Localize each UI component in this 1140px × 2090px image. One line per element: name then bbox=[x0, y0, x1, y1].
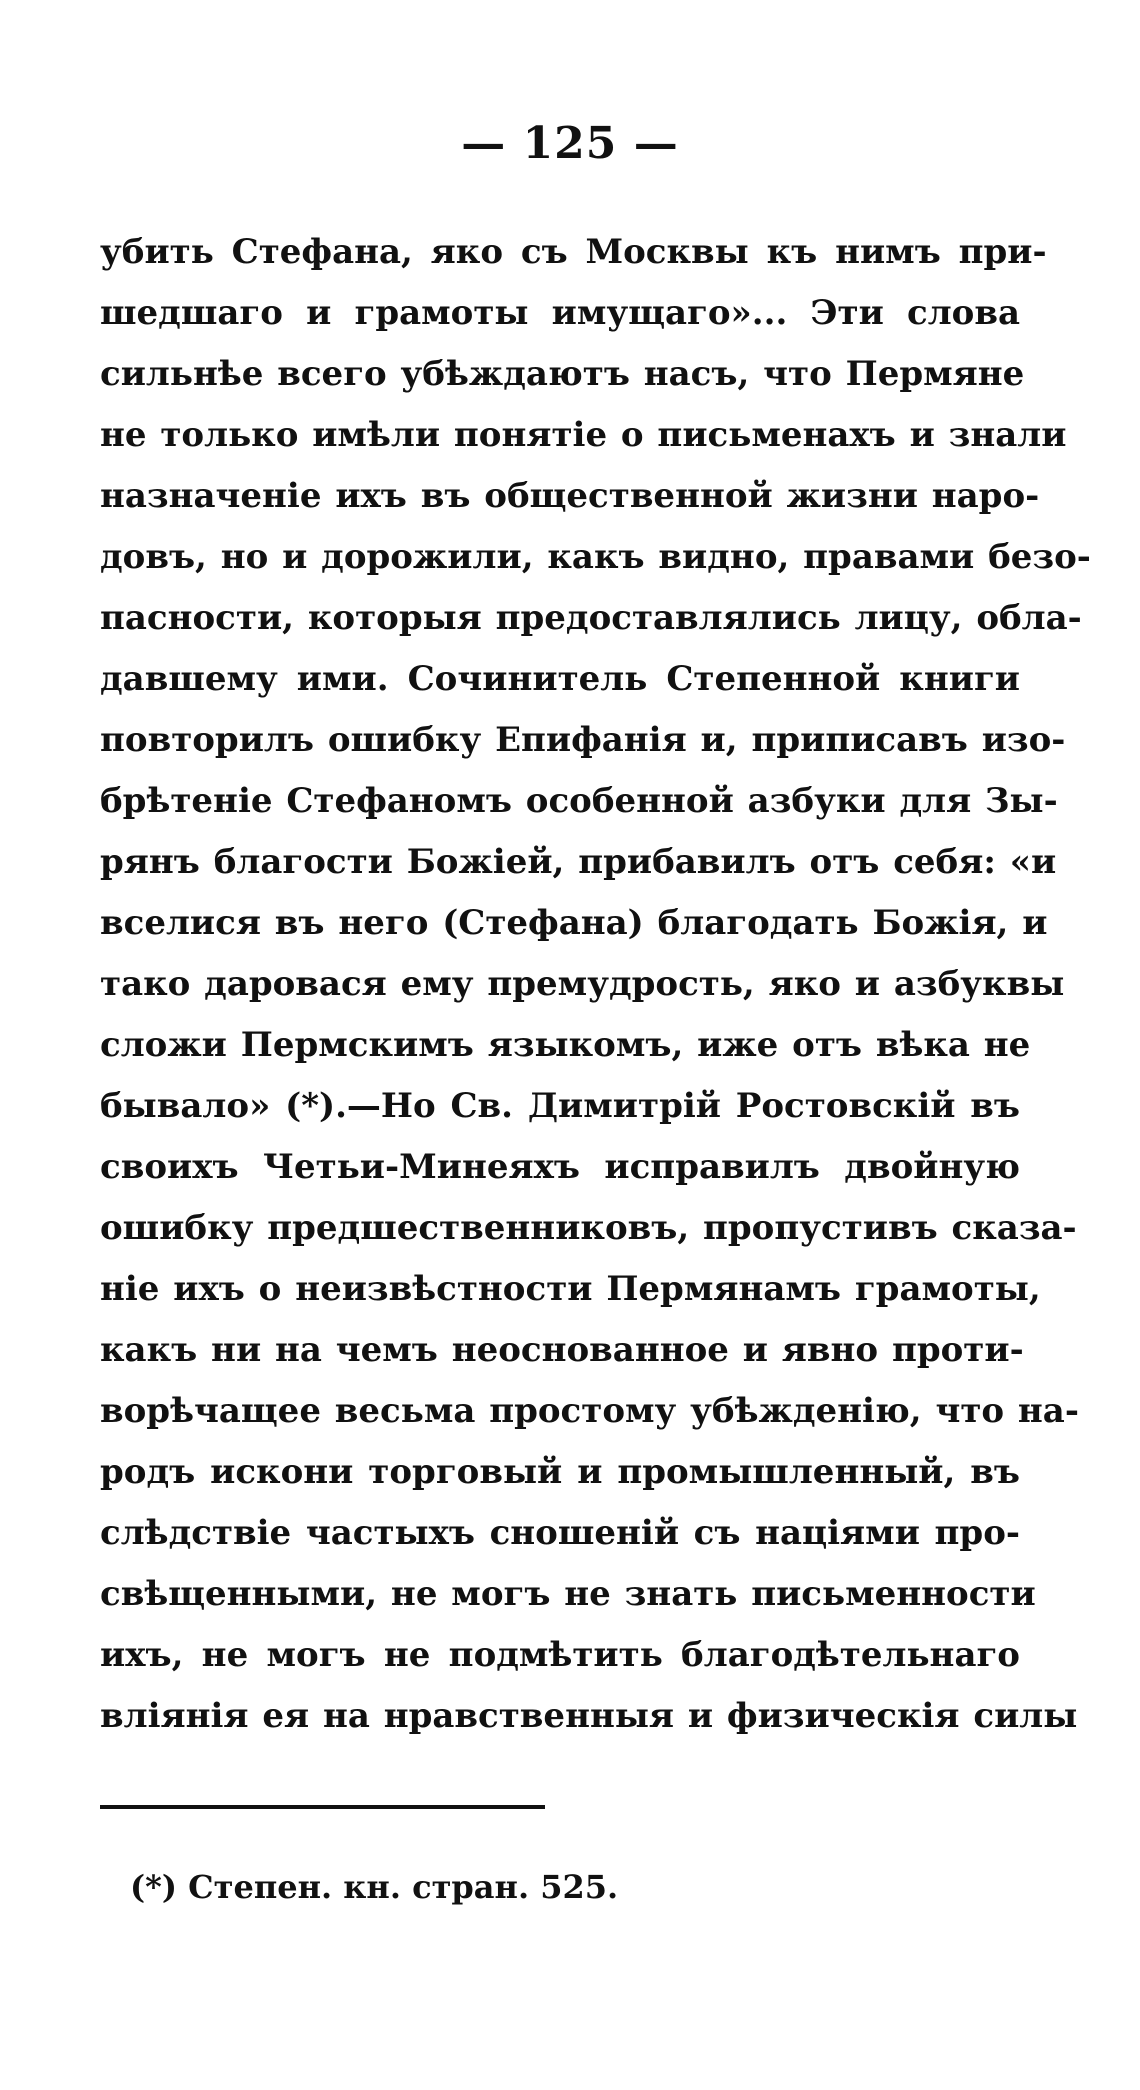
text-line: повторилъ ошибку Епифанія и, приписавъ изо- bbox=[100, 720, 1066, 760]
text-line: шедшаго и грамоты имущаго»... Эти слова bbox=[100, 293, 1020, 333]
text-line: слѣдствіе частыхъ сношеній съ націями про- bbox=[100, 1513, 1020, 1553]
text-line: свѣщенными, не могъ не знать письменности bbox=[100, 1574, 1036, 1614]
text-line: довъ, но и дорожили, какъ видно, правами безо- bbox=[100, 537, 1091, 577]
footnote: (*) Степен. кн. стран. 525. bbox=[130, 1868, 619, 1906]
text-line: какъ ни на чемъ неоснованное и явно проти- bbox=[100, 1330, 1024, 1370]
text-line: ихъ, не могъ не подмѣтить благодѣтельнаго bbox=[100, 1635, 1020, 1675]
footnote-divider bbox=[100, 1805, 545, 1809]
text-line: ніе ихъ о неизвѣстности Пермянамъ грамоты, bbox=[100, 1269, 1041, 1309]
text-line: ошибку предшественниковъ, пропустивъ сказа- bbox=[100, 1208, 1077, 1248]
text-line: рянъ благости Божіей, прибавилъ отъ себя: «и bbox=[100, 842, 1057, 882]
text-line: вселися въ него (Стефана) благодать Божія, и bbox=[100, 903, 1048, 943]
text-line: не только имѣли понятіе о письменахъ и знали bbox=[100, 415, 1067, 455]
text-line: брѣтеніе Стефаномъ особенной азбуки для Зы- bbox=[100, 781, 1058, 821]
text-line: сложи Пермскимъ языкомъ, иже отъ вѣка не bbox=[100, 1025, 1031, 1065]
body-text bbox=[100, 222, 1091, 1747]
text-line: давшему ими. Сочинитель Степенной книги bbox=[100, 659, 1020, 699]
text-line: ворѣчащее весьма простому убѣжденію, что на- bbox=[100, 1391, 1079, 1431]
text-line: своихъ Четьи-Минеяхъ исправилъ двойную bbox=[100, 1147, 1020, 1187]
text-line: бывало» (*).—Но Св. Димитрій Ростовскій въ bbox=[100, 1086, 1020, 1126]
text-line: тако даровася ему премудрость, яко и азбуквы bbox=[100, 964, 1065, 1004]
page-number: — 125 — bbox=[461, 118, 679, 169]
text-line: родъ искони торговый и промышленный, въ bbox=[100, 1452, 1020, 1492]
text-line: назначеніе ихъ въ общественной жизни наро- bbox=[100, 476, 1040, 516]
text-line: пасности, которыя предоставлялись лицу, обла- bbox=[100, 598, 1082, 638]
text-line: вліянія ея на нравственныя и физическія силы bbox=[100, 1696, 1078, 1736]
text-line: сильнѣе всего убѣждаютъ насъ, что Пермяне bbox=[100, 354, 1025, 394]
text-line: убить Стефана, яко съ Москвы къ нимъ при- bbox=[100, 232, 1047, 272]
